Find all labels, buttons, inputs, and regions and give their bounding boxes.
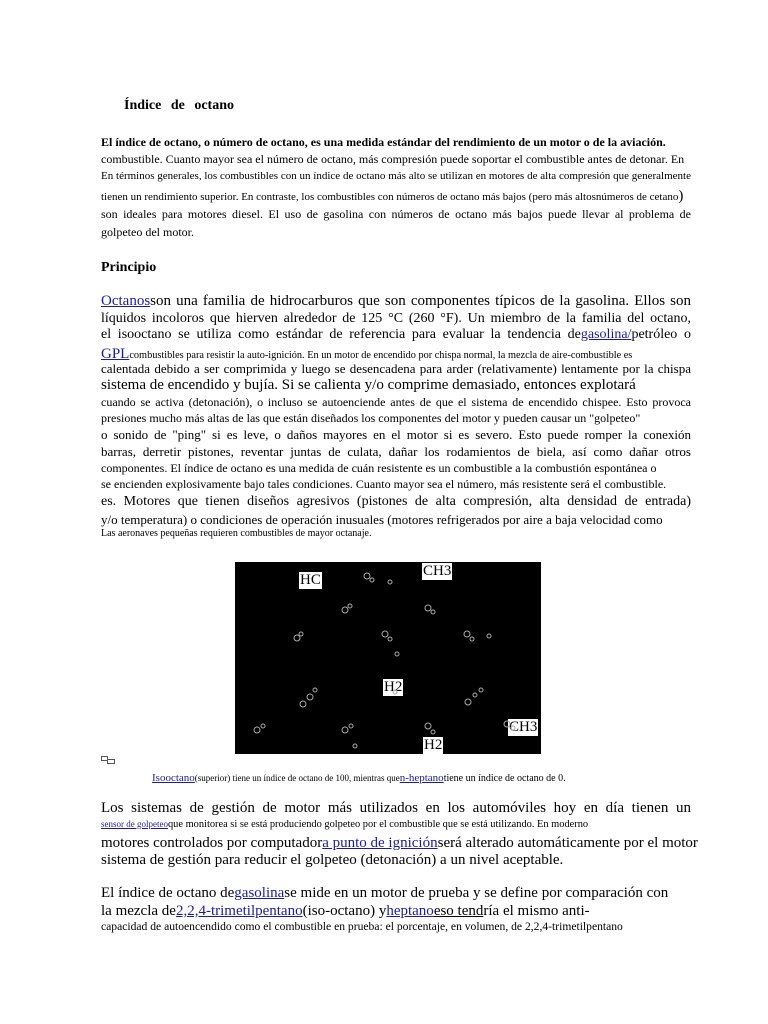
label-h2-middle: H2 [384,679,403,695]
medicion-line-1-end: se mide en un motor de prueba y se define por comparación con [284,885,669,901]
principio-line-4 [101,346,691,362]
caption-text-1: (superior) tiene un índice de octano de 100, mientras que [194,773,400,783]
principio-line-3-end: petróleo o [631,327,692,342]
section-heading-principio: Principio [101,260,157,275]
gestion-line-2 [101,820,691,830]
intro-line-6: golpeteo del motor. [101,225,194,239]
principio-line-5: calentada debido a ser comprimida y luego se desencadena para arder (relativamente) lentamente por la chispa [101,361,691,376]
gestion-line-1: Los sistemas de gestión de motor más utilizados en los automóviles hoy en día tienen un [101,800,691,816]
intro-line-4-paren: ) [678,188,684,204]
link-gasolina[interactable]: gasolina [234,885,285,901]
label-h2-bottom: H2 [424,737,443,753]
medicion-line-2-text: la mezcla de [101,903,176,919]
principio-line-12: se encienden explosivamente bajo tales condiciones. Cuanto mayor sea el número, más resistente será el combustible. [101,477,667,491]
intro-line-5: son ideales para motores diesel. El uso de gasolina con números de octano más bajos puede llevar al problema de [101,207,691,221]
atom-glyphs [235,562,541,754]
intro-line-4-text: tienen un rendimiento superior. En contraste, los combustibles con números de octano más bajos (pero más altosnúmeros de cetano [101,191,679,203]
principio-line-8: presiones mucho más altas de las que están diseñados los componentes del motor y pueden causar un "golpeteo" [101,411,641,425]
medicion-line-2-underlined: eso tend [433,903,484,919]
principio-line-11: componentes. El índice de octano es una medida de cuán resistente es un combustible a la combustión espontánea o [101,461,657,475]
principio-line-7: cuando se activa (detonación), o incluso se autoenciende antes de que el sistema de encendido chispee. Esto provoca [101,395,691,409]
principio-line-10: barras, derretir pistones, reventar juntas de culata, dañar los rodamientos de biela, así como dañar otros [101,444,691,459]
principio-line-2: líquidos incoloros que hierven alrededor de 125 °C (260 °F). Un miembro de la familia del octano, [101,311,691,326]
principio-line-1 [101,294,691,309]
gestion-line-3-end: será alterado automáticamente por el motor [437,835,698,851]
link-gasolina-petroleo[interactable]: gasolina/ [580,327,632,342]
medicion-line-3: capacidad de autoencendido como el combustible en prueba: el porcentaje, en volumen, de 2,2,4-trimetilpentano [101,920,623,933]
medicion-line-2-mid: (iso-octano) y [302,903,387,919]
link-octanos[interactable]: Octanos [101,293,151,309]
gestion-line-2-text: que monitorea si se está produciendo golpeteo por el combustible que se está utilizando. En moderno [167,819,589,830]
principio-line-9: o sonido de "ping" si es leve, o daños mayores en el motor si es severo. Esto puede romper la conexión [101,427,691,442]
principio-line-6: sistema de encendido y bujía. Si se calienta y/o comprime demasiado, entonces explotará [101,377,636,393]
page-title: Índice de octano [124,98,234,113]
principio-line-15: Las aeronaves pequeñas requieren combustibles de mayor octanaje. [101,528,372,539]
gestion-line-3 [101,835,698,851]
principio-line-13: es. Motores que tienen diseños agresivos (pistones de alta compresión, alta densidad de entrada) [101,494,691,509]
principio-line-14: y/o temperatura) o condiciones de operación inusuales (motores refrigerados por aire a baja velocidad como [101,512,663,527]
link-n-heptano[interactable]: n-heptano [399,772,444,784]
principio-line-3-text: el isooctano se utiliza como estándar de referencia para evaluar la tendencia de [101,327,581,342]
isooctane-structure-image [235,562,541,754]
label-ch3-top: CH3 [423,563,452,579]
link-heptano[interactable]: heptano [386,903,434,919]
link-gpl[interactable]: GPL [101,346,130,362]
link-isooctano[interactable]: Isooctano [152,772,195,784]
principio-line-4-text: combustibles para resistir la auto-ignición. En un motor de encendido por chispa normal, la mezcla de aire-combustible es [129,350,633,361]
medicion-line-1-text: El índice de octano de [101,885,235,901]
gestion-line-3-text: motores controlados por computador [101,835,323,851]
intro-line-4 [101,189,691,204]
link-sensor-de-golpeteo[interactable]: sensor de golpeteo [101,819,168,829]
label-ch3-bottom: CH3 [509,719,538,735]
link-punto-de-ignicion[interactable]: a punto de ignición [322,835,438,851]
intro-line-3: En términos generales, los combustibles con un índice de octano más alto se utilizan en motores de alta compresión que generalmente [101,170,691,182]
intro-line-1: El índice de octano, o número de octano, es una medida estándar del rendimiento de un motor o de la aviación. [101,135,666,149]
broken-image-icon [101,756,115,764]
link-trimetilpentano[interactable]: 2,2,4-trimetilpentano [175,903,303,919]
figure-caption [152,772,566,784]
medicion-line-2 [101,904,691,919]
principio-line-3 [101,328,691,342]
caption-text-2: tiene un índice de octano de 0. [443,773,566,784]
principio-line-1-text: son una familia de hidrocarburos que son componentes típicos de la gasolina. Ellos son [150,293,691,309]
intro-line-2: combustible. Cuanto mayor sea el número de octano, más compresión puede soportar el combustible antes de detonar. En [101,152,685,166]
medicion-line-2-end: ría el mismo anti- [483,903,590,919]
gestion-line-4: sistema de gestión para reducir el golpeteo (detonación) a un nivel aceptable. [101,852,564,868]
medicion-line-1 [101,886,691,901]
label-hc: HC [300,572,321,588]
